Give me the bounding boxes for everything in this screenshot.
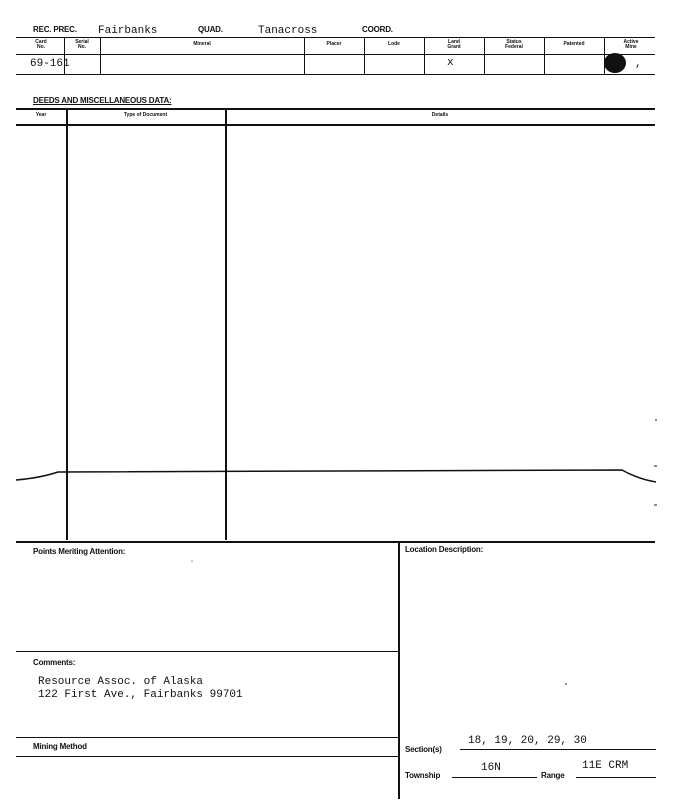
col-serial-no: Serial No. (75, 39, 89, 50)
range-value: 11E CRM (582, 760, 629, 772)
quad-label: QUAD. (198, 25, 223, 34)
col-year: Year (35, 112, 47, 118)
deeds-title: DEEDS AND MISCELLANEOUS DATA: (33, 96, 172, 105)
active-mark: , (635, 58, 642, 70)
col-patented: Patented (563, 41, 585, 47)
coord-label: COORD. (362, 25, 393, 34)
col-status-federal: Status Federal (505, 39, 523, 50)
col-mineral: Mineral (193, 41, 211, 47)
col-placer: Placer (326, 41, 342, 47)
points-meriting-attention-label: Points Meriting Attention: (33, 547, 126, 556)
col-lode: Lode (388, 41, 400, 47)
col-details: Details (431, 112, 449, 118)
comments-label: Comments: (33, 658, 76, 667)
card-no-value: 69-161 (30, 58, 70, 70)
sections-label: Section(s) (405, 745, 442, 754)
location-description-label: Location Description: (405, 545, 484, 554)
comments-line-2: 122 First Ave., Fairbanks 99701 (38, 689, 243, 701)
township-label: Township (405, 771, 441, 780)
bottom-col-sep (398, 541, 400, 799)
range-line (576, 777, 656, 778)
deeds-bottom-rule (16, 541, 655, 543)
township-value: 16N (481, 762, 501, 774)
land-grant-mark: x (447, 57, 454, 69)
points-bottom-rule (16, 651, 398, 652)
quad-value: Tanacross (258, 25, 318, 37)
township-line (452, 777, 537, 778)
sections-value: 18, 19, 20, 29, 30 (468, 735, 587, 747)
col-active-mine: Active Mine (623, 39, 639, 50)
comments-line-1: Resource Assoc. of Alaska (38, 676, 204, 688)
rec-prec-label: REC. PREC. (33, 25, 77, 34)
sections-line (460, 749, 656, 750)
range-label: Range (541, 771, 565, 780)
col-card-no: Card No. (35, 39, 47, 50)
comments-bottom-rule (16, 737, 398, 738)
rec-prec-value: Fairbanks (98, 25, 158, 37)
mining-method-label: Mining Method (33, 742, 87, 751)
col-land-grant: Land Grant (447, 39, 461, 50)
mining-method-rule (16, 756, 398, 757)
col-type-of-document: Type of Document (123, 112, 168, 118)
